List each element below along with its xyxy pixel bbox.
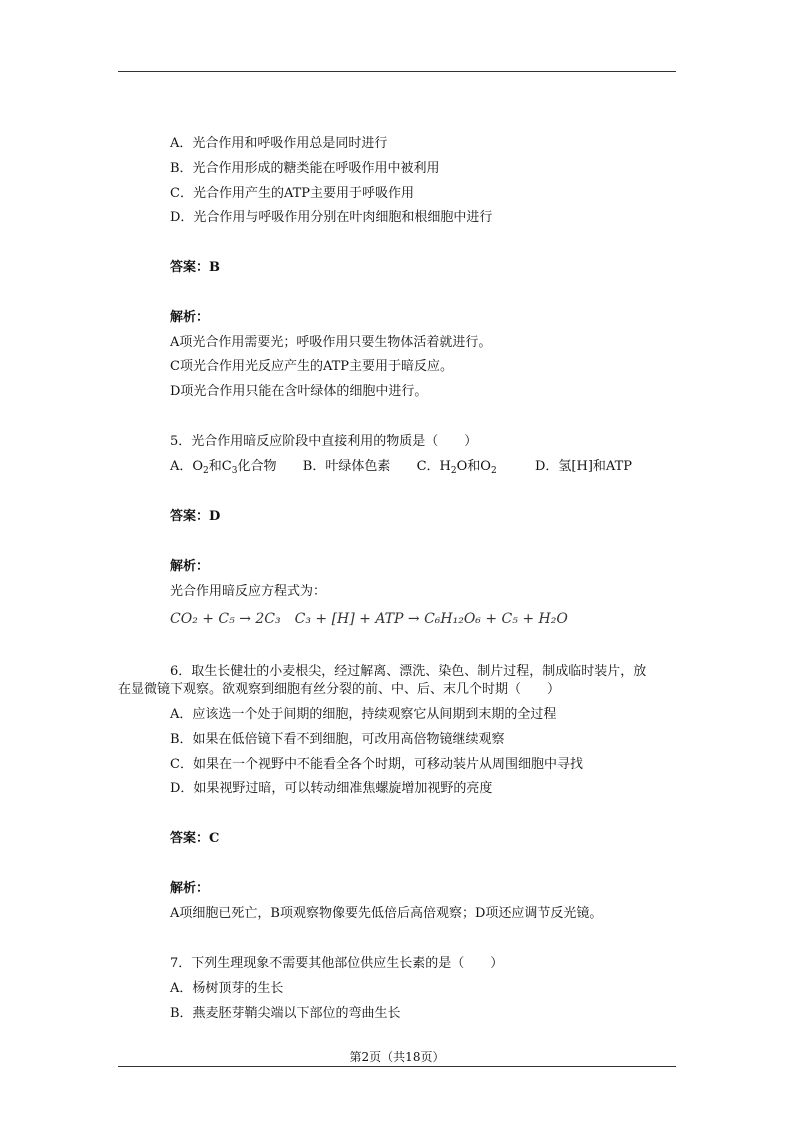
q5-analysis-title: 解析：	[170, 559, 210, 574]
q4-option-b: B．光合作用形成的糖类能在呼吸作用中被利用	[170, 161, 440, 176]
q6-option-d: D．如果视野过暗，可以转动细准焦螺旋增加视野的亮度	[170, 781, 493, 796]
q5-equation: CO₂ + C₅ → 2C₃ C₃ + [H] + ATP → C₆H₁₂O₆ + C₅ + H₂O	[170, 611, 568, 627]
q7-stem: 7．下列生理现象不需要其他部位供应生长素的是（ ）	[170, 956, 504, 971]
q5-option-b: B．叶绿体色素	[302, 459, 391, 474]
q6-analysis-text: A项细胞已死亡，B项观察物像要先低倍后高倍观察；D项还应调节反光镜。	[170, 906, 603, 921]
q4-option-a: A．光合作用和呼吸作用总是同时进行	[170, 136, 388, 151]
q4-answer: 答案：B	[170, 260, 220, 275]
q6-option-a: A．应该选一个处于间期的细胞，持续观察它从间期到末期的全过程	[170, 707, 557, 722]
q4-option-d: D．光合作用与呼吸作用分别在叶肉细胞和根细胞中进行	[170, 210, 493, 225]
q4-analysis-line: A项光合作用需要光；呼吸作用只要生物体活着就进行。	[170, 335, 492, 350]
q5-option-c: C．$H_2O$和$O_2$	[416, 459, 497, 476]
q5-stem: 5．光合作用暗反应阶段中直接利用的物质是（ ）	[170, 434, 478, 449]
q5-option-d: D．氢[H]和ATP	[534, 459, 632, 474]
q4-analysis-title: 解析：	[170, 310, 210, 325]
q6-option-b: B．如果在低倍镜下看不到细胞，可改用高倍物镜继续观察	[170, 732, 505, 747]
header-rule	[118, 71, 676, 72]
q6-answer: 答案：C	[170, 831, 220, 846]
q6-stem-line1: 6．取生长健壮的小麦根尖，经过解离、漂洗、染色、制片过程，制成临时装片，放	[170, 664, 647, 679]
footer-rule	[118, 1066, 676, 1067]
q7-option-a: A．杨树顶芽的生长	[170, 981, 284, 996]
q5-options	[170, 458, 632, 476]
q4-option-c: C．光合作用产生的ATP主要用于呼吸作用	[170, 186, 415, 201]
q6-analysis-title: 解析：	[170, 881, 210, 896]
q4-analysis-line: C项光合作用光反应产生的ATP主要用于暗反应。	[170, 359, 454, 374]
q6-option-c: C．如果在一个视野中不能看全各个时期，可移动装片从周围细胞中寻找	[170, 757, 583, 772]
q5-analysis-text: 光合作用暗反应方程式为：	[170, 584, 327, 599]
q7-option-b: B．燕麦胚芽鞘尖端以下部位的弯曲生长	[170, 1006, 401, 1021]
q5-answer: 答案：D	[170, 509, 221, 524]
q4-analysis-line: D项光合作用只能在含叶绿体的细胞中进行。	[170, 384, 428, 399]
q6-stem-line2: 在显微镜下观察。欲观察到细胞有丝分裂的前、中、后、末几个时期（ ）	[118, 682, 561, 697]
page-number: 第2页（共18页）	[349, 1050, 445, 1064]
q5-option-a: A．$O_2$和$C_3$化合物	[170, 459, 277, 476]
